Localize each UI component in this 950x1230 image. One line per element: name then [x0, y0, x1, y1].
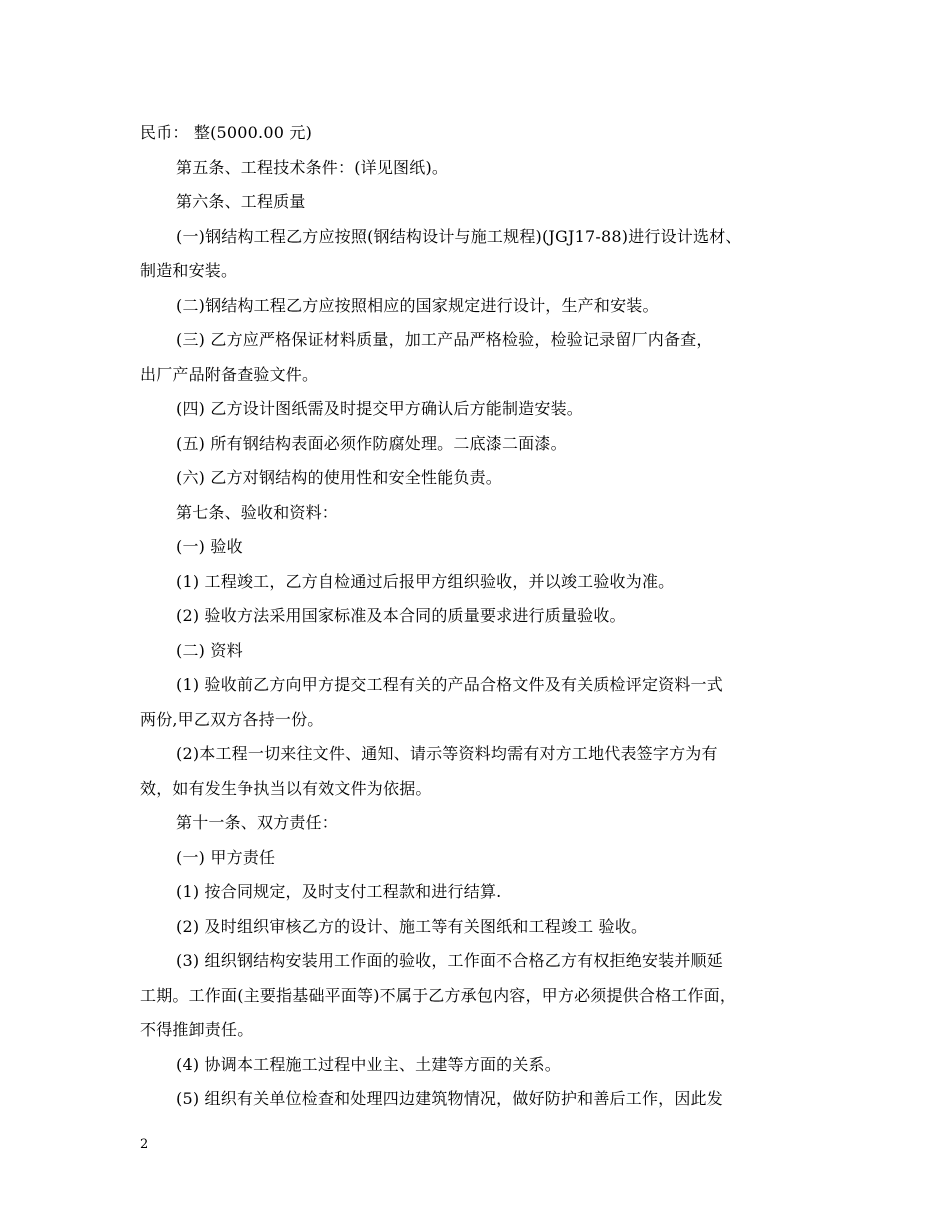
- text-line: (四) 乙方设计图纸需及时提交甲方确认后方能制造安装。: [176, 399, 583, 418]
- text-line: (二) 资料: [176, 640, 243, 660]
- text-line: 效，如有发生争执当以有效文件为依据。: [140, 778, 432, 798]
- text-line: 第七条、验收和资料：: [176, 502, 339, 522]
- text-line: 出厂产品附备查验文件。: [140, 364, 319, 384]
- text-line: (1) 验收前乙方向甲方提交工程有关的产品合格文件及有关质检评定资料一式: [176, 675, 723, 694]
- text-line: (3) 组织钢结构安装用工作面的验收，工作面不合格乙方有权拒绝安装并顺延: [176, 951, 723, 970]
- text-line: (六) 乙方对钢结构的使用性和安全性能负责。: [176, 468, 502, 487]
- text-line: (一) 验收: [176, 537, 243, 556]
- text-line: 制造和安装。: [140, 261, 238, 280]
- text-line: (一) 甲方责任: [176, 847, 276, 867]
- text-line: (1) 工程竣工，乙方自检通过后报甲方组织验收，并以竣工验收为准。: [176, 571, 675, 591]
- text-line: (一)钢结构工程乙方应按照(钢结构设计与施工规程)(JGJ17-88)进行设计选材、: [176, 226, 742, 246]
- text-line: 第六条、工程质量: [176, 192, 306, 211]
- page-number: 2: [140, 1137, 149, 1152]
- text-line: (1) 按合同规定，及时支付工程款和进行结算.: [176, 882, 502, 901]
- text-line: 两份,甲乙双方各持一份。: [140, 709, 324, 729]
- document-body: [140, 116, 820, 1117]
- text-line: (二)钢结构工程乙方应按照相应的国家规定进行设计，生产和安装。: [176, 295, 659, 315]
- text-line: 民币： 整(5000.00 元): [140, 123, 313, 142]
- text-line: (2) 验收方法采用国家标准及本合同的质量要求进行质量验收。: [176, 606, 626, 625]
- text-line: 第十一条、双方责任：: [176, 813, 339, 832]
- text-line: (2)本工程一切来往文件、通知、请示等资料均需有对方工地代表签字方为有: [176, 744, 718, 763]
- text-line: (4) 协调本工程施工过程中业主、土建等方面的关系。: [176, 1054, 561, 1074]
- text-line: (5) 组织有关单位检查和处理四边建筑物情况，做好防护和善后工作，因此发: [176, 1089, 723, 1108]
- text-line: 第五条、工程技术条件：(详见图纸)。: [176, 157, 449, 177]
- text-line: 不得推卸责任。: [140, 1020, 254, 1039]
- text-line: (三) 乙方应严格保证材料质量，加工产品严格检验，检验记录留厂内备查，: [176, 330, 713, 349]
- text-line: (2) 及时组织审核乙方的设计、施工等有关图纸和工程竣工 验收。: [176, 916, 648, 936]
- text-line: 工期。工作面(主要指基础平面等)不属于乙方承包内容，甲方必须提供合格工作面，: [140, 985, 737, 1005]
- text-line: (五) 所有钢结构表面必须作防腐处理。二底漆二面漆。: [176, 433, 567, 453]
